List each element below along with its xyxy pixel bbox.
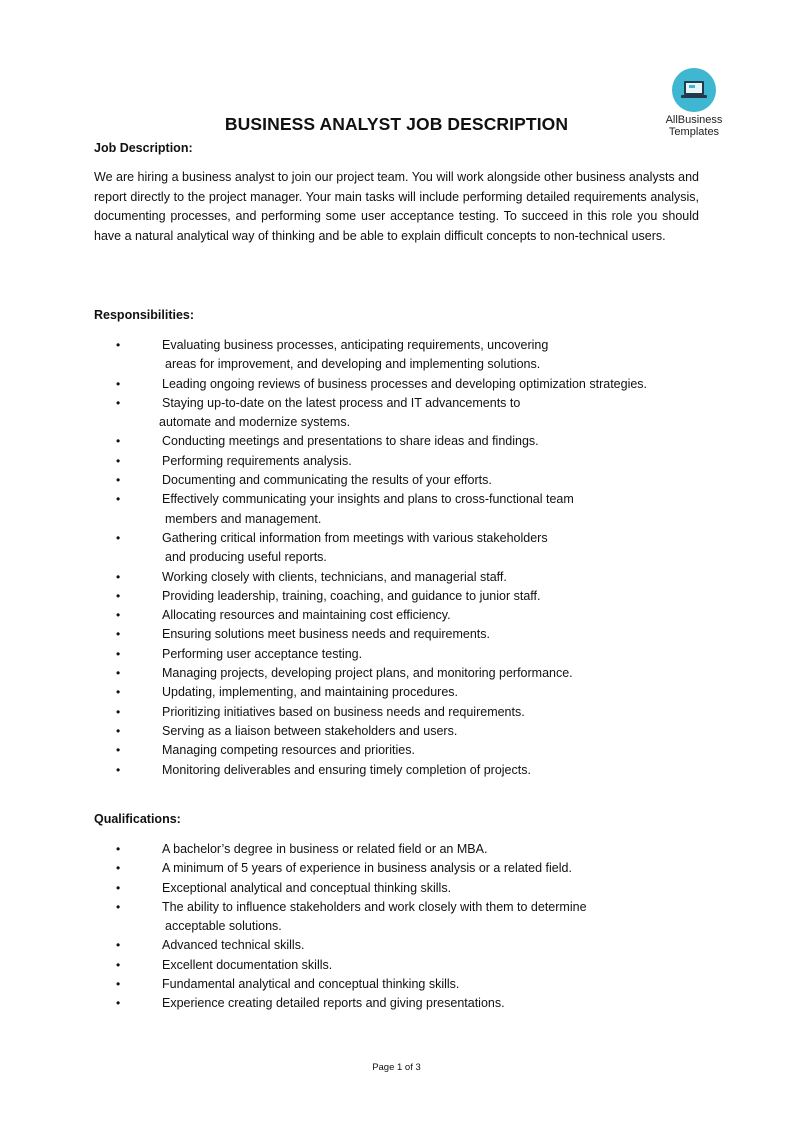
list-item-text: Staying up-to-date on the latest process and IT advancements to (162, 395, 521, 410)
list-item (94, 375, 714, 394)
list-item-text: A bachelor’s degree in business or related field or an MBA. (162, 842, 488, 856)
list-item (94, 625, 714, 644)
list-item (94, 452, 714, 471)
responsibilities-heading: Responsibilities: (94, 308, 195, 322)
job-description-text: We are hiring a business analyst to join our project team. You will work alongside other business analysts and report directly to the project manager. Your main tasks will include performing detailed requirements analysis, documenting processes, and performing some user acceptance testing. To succeed in this role you should have a natural analytical way of thinking and be able to explain difficult concepts to non-technical users. (94, 170, 699, 243)
list-item-text: Serving as a liaison between stakeholders and users. (162, 723, 458, 738)
bullet-icon: • (116, 530, 121, 545)
list-item-text: A minimum of 5 years of experience in business analysis or a related field. (162, 861, 572, 876)
list-item-text: Monitoring deliverables and ensuring timely completion of projects. (162, 762, 531, 777)
bullet-icon: • (116, 723, 121, 738)
bullet-icon: • (116, 473, 121, 488)
page-number: Page 1 of 3 (372, 1062, 421, 1073)
responsibilities-list (94, 336, 714, 780)
qualifications-heading: Qualifications: (94, 812, 181, 826)
job-description-heading: Job Description: (94, 141, 193, 155)
list-item-text: Ensuring solutions meet business needs and requirements. (162, 627, 490, 642)
bullet-icon: • (116, 957, 121, 972)
list-item (94, 683, 714, 702)
list-item (94, 859, 714, 878)
bullet-icon: • (116, 861, 121, 876)
bullet-icon: • (116, 762, 121, 777)
bullet-icon: • (116, 899, 121, 914)
list-item-text: Evaluating business processes, anticipating requirements, uncovering (162, 338, 549, 352)
bullet-icon: • (116, 569, 121, 584)
bullet-icon: • (116, 743, 121, 758)
list-item-text: Performing requirements analysis. (162, 453, 352, 468)
logo-text-line1: AllBusiness (665, 114, 723, 126)
list-item-text: Exceptional analytical and conceptual thinking skills. (162, 880, 452, 895)
page-title: BUSINESS ANALYST JOB DESCRIPTION (224, 114, 569, 134)
bullet-icon: • (116, 627, 121, 642)
list-item (94, 879, 714, 898)
list-item (94, 336, 714, 375)
list-item-text: Experience creating detailed reports and giving presentations. (162, 996, 505, 1011)
list-item (94, 761, 714, 780)
list-item-continuation: acceptable solutions. (165, 919, 282, 934)
list-item (94, 432, 714, 451)
list-item-continuation: members and management. (165, 511, 322, 526)
list-item (94, 645, 714, 664)
bullet-icon: • (116, 880, 121, 895)
list-item-continuation: and producing useful reports. (165, 550, 327, 565)
list-item-text: Managing projects, developing project plans, and monitoring performance. (162, 666, 573, 681)
bullet-icon: • (116, 588, 121, 603)
list-item (94, 840, 714, 859)
list-item (94, 936, 714, 955)
list-item-text: Managing competing resources and priorities. (162, 743, 415, 758)
logo-text-line2: Templates (668, 126, 720, 138)
list-item-text: Effectively communicating your insights and plans to cross-functional team (162, 492, 574, 507)
laptop-icon (672, 68, 716, 112)
bullet-icon: • (116, 376, 121, 391)
list-item (94, 529, 714, 568)
list-item (94, 898, 714, 937)
list-item-text: Updating, implementing, and maintaining procedures. (162, 685, 459, 700)
bullet-icon: • (116, 492, 121, 507)
list-item-text: Fundamental analytical and conceptual thinking skills. (162, 977, 460, 992)
qualifications-list (94, 840, 714, 1014)
bullet-icon: • (116, 646, 121, 661)
list-item-text: Conducting meetings and presentations to share ideas and findings. (162, 434, 539, 449)
bullet-icon: • (116, 608, 121, 623)
bullet-icon: • (116, 842, 121, 856)
list-item (94, 471, 714, 490)
list-item-text: Excellent documentation skills. (162, 957, 333, 972)
bullet-icon: • (116, 996, 121, 1011)
bullet-icon: • (116, 338, 121, 352)
bullet-icon: • (116, 977, 121, 992)
list-item (94, 490, 714, 529)
bullet-icon: • (116, 666, 121, 681)
bullet-icon: • (116, 434, 121, 449)
list-item-text: Gathering critical information from meetings with various stakeholders (162, 530, 548, 545)
bullet-icon: • (116, 453, 121, 468)
list-item-continuation: automate and modernize systems. (159, 415, 351, 430)
list-item (94, 394, 714, 433)
list-item (94, 722, 714, 741)
list-item-text: Providing leadership, training, coaching, and guidance to junior staff. (162, 588, 541, 603)
bullet-icon: • (116, 395, 121, 410)
list-item (94, 956, 714, 975)
bullet-icon: • (116, 685, 121, 700)
list-item-text: Prioritizing initiatives based on business needs and requirements. (162, 704, 525, 719)
list-item (94, 994, 714, 1013)
list-item-text: Working closely with clients, technicians, and managerial staff. (162, 569, 507, 584)
list-item-text: Allocating resources and maintaining cost efficiency. (162, 608, 451, 623)
bullet-icon: • (116, 938, 121, 953)
list-item (94, 703, 714, 722)
list-item (94, 975, 714, 994)
list-item (94, 664, 714, 683)
list-item (94, 606, 714, 625)
list-item (94, 568, 714, 587)
bullet-icon: • (116, 704, 121, 719)
list-item-text: Documenting and communicating the results of your efforts. (162, 473, 492, 488)
list-item (94, 741, 714, 760)
list-item-text: The ability to influence stakeholders and work closely with them to determine (162, 899, 587, 914)
list-item-text: Performing user acceptance testing. (162, 646, 363, 661)
list-item (94, 587, 714, 606)
list-item-continuation: areas for improvement, and developing and implementing solutions. (165, 357, 541, 372)
list-item-text: Leading ongoing reviews of business processes and developing optimization strategies. (162, 376, 648, 391)
list-item-text: Advanced technical skills. (162, 938, 305, 953)
